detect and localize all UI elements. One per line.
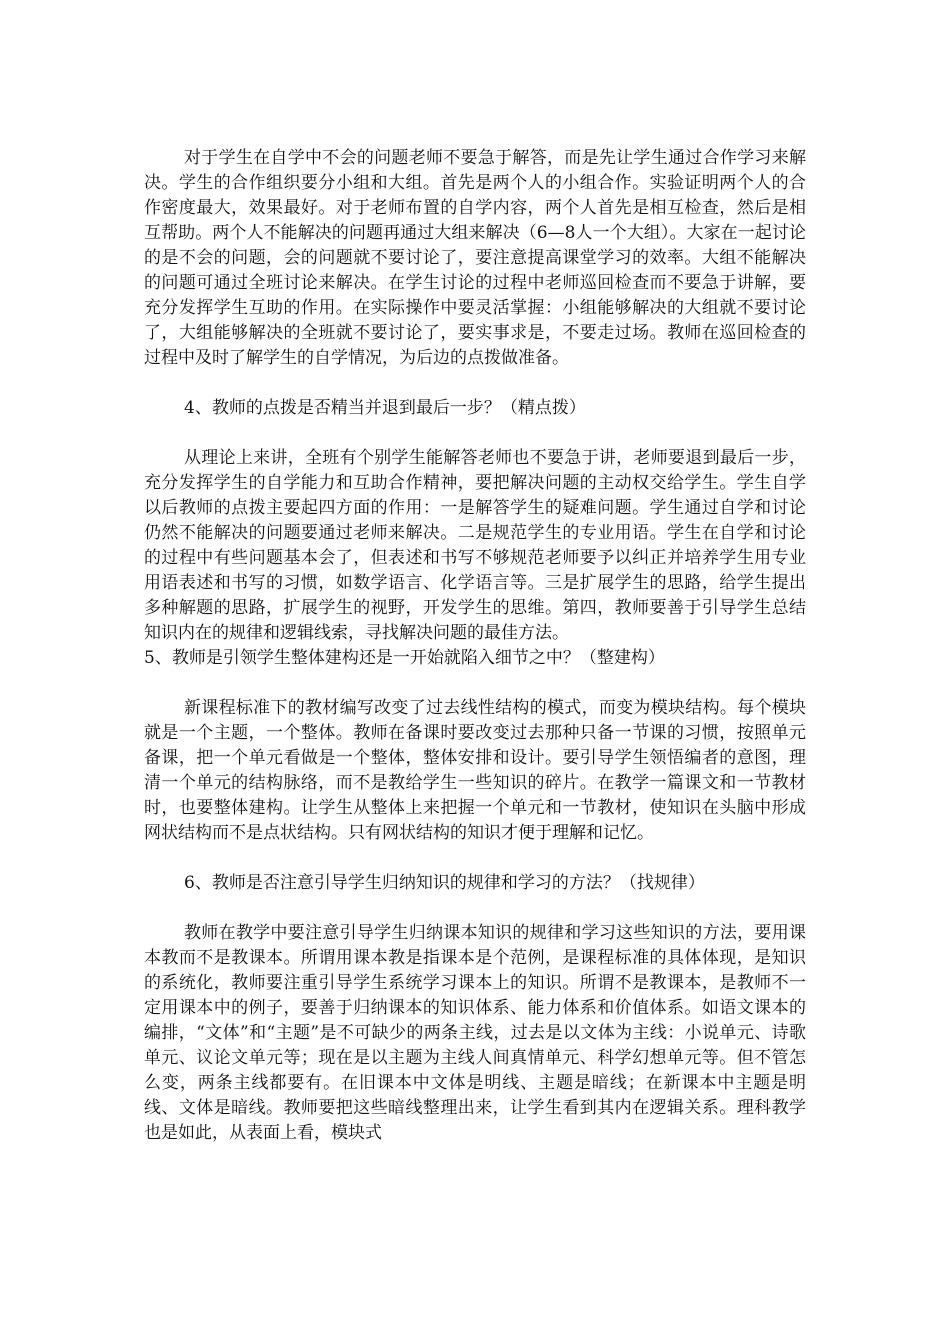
document-body — [144, 146, 806, 1146]
paragraph-overall-construction: 新课程标准下的教材编写改变了过去线性结构的模式，而变为模块结构。每个模块就是一个主题，一个整体。教师在备课时要改变过去那种只备一节课的习惯，按照单元备课，把一个单元看做是一个整体，整体安排和设计。要引导学生领悟编者的意图，理清一个单元的结构脉络，而不是教给学生一些知识的碎片。在教学一篇课文和一节教材时，也要整体建构。让学生从整体上来把握一个单元和一节教材，使知识在头脑中形成网状结构而不是点状结构。只有网状结构的知识才便于理解和记忆。 — [144, 698, 806, 843]
paragraph-teacher-guidance: 从理论上来讲，全班有个别学生能解答老师也不要急于讲，老师要退到最后一步，充分发挥学生的自学能力和互助合作精神，要把解决问题的主动权交给学生。学生自学以后教师的点拨主要起四方面的作用：一是解答学生的疑难问题。学生通过自学和讨论仍然不能解决的问题要通过老师来解决。二是规范学生的专业用语。学生在自学和讨论的过程中有些问题基本会了，但表述和书写不够规范老师要予以纠正并培养学生用专业用语表述和书写的习惯，如数学语言、化学语言等。三是扩展学生的思路，给学生提出多种解题的思路，扩展学生的视野，开发学生的思维。第四，教师要善于引导学生总结知识内在的规律和逻辑线索，寻找解决问题的最佳方法。 — [144, 448, 806, 643]
section-heading-5: 5、教师是引领学生整体建构还是一开始就陷入细节之中？（整建构） — [144, 648, 665, 668]
paragraph-find-patterns: 教师在教学中要注意引导学生归纳课本知识的规律和学习这些知识的方法，要用课本教而不是教课本。所谓用课本教是指课本是个范例，是课程标准的具体体现，是知识的系统化，教师要注重引导学生系统学习课本上的知识。所谓不是教课本，是教师不一定用课本中的例子，要善于归纳课本的知识体系、能力体系和价值体系。如语文课本的编排，“文体”和“主题”是不可缺少的两条主线，过去是以文体为主线：小说单元、诗歌单元、议论文单元等；现在是以主题为主线人间真情单元、科学幻想单元等。但不管怎么变，两条主线都要有。在旧课本中文体是明线、主题是暗线；在新课本中主题是明线、文体是暗线。教师要把这些暗线整理出来，让学生看到其内在逻辑关系。理科教学也是如此，从表面上看，模块式 — [144, 923, 806, 1143]
section-heading-6: 6、教师是否注意引导学生归纳知识的规律和学习的方法？（找规律） — [184, 873, 705, 893]
section-heading-4: 4、教师的点拨是否精当并退到最后一步？（精点拨） — [184, 398, 586, 418]
paragraph-cooperative-learning: 对于学生在自学中不会的问题老师不要急于解答，而是先让学生通过合作学习来解决。学生的合作组织要分小组和大组。首先是两个人的小组合作。实验证明两个人的合作密度最大，效果最好。对于老师布置的自学内容，两个人首先是相互检查，然后是相互帮助。两个人不能解决的问题再通过大组来解决（6—8人一个大组）。大家在一起讨论的是不会的问题，会的问题就不要讨论了，要注意提高课堂学习的效率。大组不能解决的问题可通过全班讨论来解决。在学生讨论的过程中老师巡回检查而不要急于讲解，要充分发挥学生互助的作用。在实际操作中要灵活掌握：小组能够解决的大组就不要讨论了，大组能够解决的全班就不要讨论了，要实事求是，不要走过场。教师在巡回检查的过程中及时了解学生的自学情况，为后边的点拨做准备。 — [144, 148, 806, 368]
